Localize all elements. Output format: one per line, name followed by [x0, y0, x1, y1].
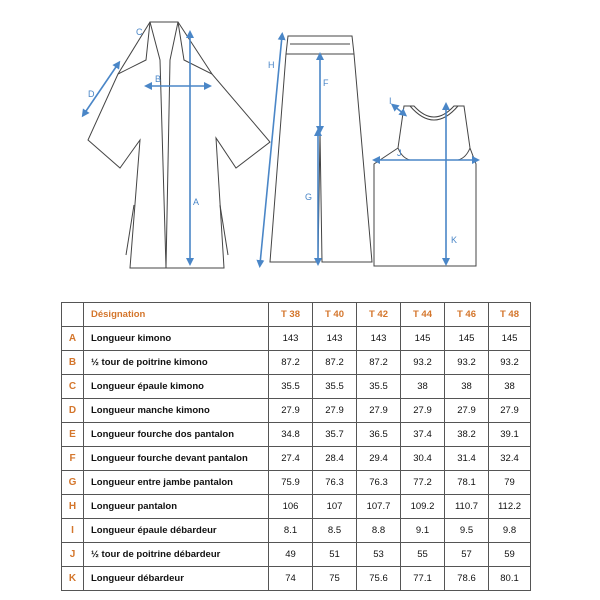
row-value: 93.2: [489, 351, 531, 375]
row-value: 51: [313, 543, 357, 567]
row-value: 75.6: [357, 567, 401, 591]
measure-letter-c: C: [136, 27, 143, 37]
row-label: ½ tour de poitrine débardeur: [84, 543, 269, 567]
row-value: 145: [401, 327, 445, 351]
row-value: 9.8: [489, 519, 531, 543]
header-size: T 42: [357, 303, 401, 327]
row-label: Longueur débardeur: [84, 567, 269, 591]
row-value: 8.1: [269, 519, 313, 543]
measure-letter-b: B: [155, 74, 162, 84]
table-row: [62, 375, 531, 399]
row-value: 57: [445, 543, 489, 567]
row-value: 38.2: [445, 423, 489, 447]
row-letter: E: [62, 423, 84, 447]
header-cell: [62, 303, 84, 327]
row-value: 49: [269, 543, 313, 567]
row-label: Longueur manche kimono: [84, 399, 269, 423]
row-value: 27.9: [489, 399, 531, 423]
measure-letter-d: D: [88, 89, 95, 99]
header-size: T 40: [313, 303, 357, 327]
row-letter: H: [62, 495, 84, 519]
row-value: 39.1: [489, 423, 531, 447]
kimono-measures: [84, 34, 208, 262]
table-row: [62, 519, 531, 543]
row-value: 79: [489, 471, 531, 495]
table-row: [62, 399, 531, 423]
row-value: 75: [313, 567, 357, 591]
row-value: 143: [269, 327, 313, 351]
row-letter: D: [62, 399, 84, 423]
measure-letter-i: I: [389, 96, 392, 106]
row-value: 112.2: [489, 495, 531, 519]
table-row: [62, 471, 531, 495]
row-label: Longueur fourche devant pantalon: [84, 447, 269, 471]
tank-top-measures: [376, 106, 476, 262]
row-value: 80.1: [489, 567, 531, 591]
table-row: [62, 351, 531, 375]
row-value: 87.2: [357, 351, 401, 375]
measure-letter-a: A: [193, 197, 200, 207]
measure-letter-f: F: [323, 78, 329, 88]
table-header-row: [62, 303, 531, 327]
garment-diagrams: [0, 0, 600, 290]
row-letter: A: [62, 327, 84, 351]
row-value: 77.2: [401, 471, 445, 495]
row-value: 30.4: [401, 447, 445, 471]
row-value: 32.4: [489, 447, 531, 471]
row-value: 78.6: [445, 567, 489, 591]
row-value: 27.4: [269, 447, 313, 471]
row-value: 75.9: [269, 471, 313, 495]
row-value: 87.2: [269, 351, 313, 375]
row-label: Longueur épaule kimono: [84, 375, 269, 399]
measure-letter-k: K: [451, 235, 458, 245]
row-value: 145: [445, 327, 489, 351]
row-letter: B: [62, 351, 84, 375]
table-row: [62, 327, 531, 351]
header-size: T 38: [269, 303, 313, 327]
row-value: 35.5: [357, 375, 401, 399]
measure-letter-j: J: [397, 148, 402, 158]
row-value: 38: [489, 375, 531, 399]
row-value: 53: [357, 543, 401, 567]
row-value: 29.4: [357, 447, 401, 471]
row-value: 143: [313, 327, 357, 351]
tank-top-drawing: [374, 106, 476, 266]
row-label: ½ tour de poitrine kimono: [84, 351, 269, 375]
header-size: T 44: [401, 303, 445, 327]
row-value: 107.7: [357, 495, 401, 519]
table-row: [62, 423, 531, 447]
row-value: 59: [489, 543, 531, 567]
row-label: Longueur kimono: [84, 327, 269, 351]
table-row: [62, 543, 531, 567]
table-row: [62, 495, 531, 519]
header-size: T 48: [489, 303, 531, 327]
row-value: 27.9: [313, 399, 357, 423]
row-value: 27.9: [357, 399, 401, 423]
row-value: 28.4: [313, 447, 357, 471]
kimono-drawing: [88, 22, 270, 268]
row-value: 55: [401, 543, 445, 567]
row-value: 9.1: [401, 519, 445, 543]
row-letter: C: [62, 375, 84, 399]
table-row: [62, 447, 531, 471]
row-label: Longueur pantalon: [84, 495, 269, 519]
row-letter: G: [62, 471, 84, 495]
row-value: 9.5: [445, 519, 489, 543]
measure-letter-h: H: [268, 60, 275, 70]
row-label: Longueur entre jambe pantalon: [84, 471, 269, 495]
row-label: Longueur fourche dos pantalon: [84, 423, 269, 447]
row-label: Longueur épaule débardeur: [84, 519, 269, 543]
row-value: 87.2: [313, 351, 357, 375]
row-value: 34.8: [269, 423, 313, 447]
row-value: 93.2: [445, 351, 489, 375]
row-letter: I: [62, 519, 84, 543]
row-value: 31.4: [445, 447, 489, 471]
measure-letter-g: G: [305, 192, 313, 202]
row-value: 109.2: [401, 495, 445, 519]
row-value: 110.7: [445, 495, 489, 519]
row-value: 35.5: [269, 375, 313, 399]
row-value: 8.8: [357, 519, 401, 543]
row-value: 107: [313, 495, 357, 519]
row-value: 77.1: [401, 567, 445, 591]
row-value: 35.7: [313, 423, 357, 447]
pants-drawing: [270, 36, 372, 262]
row-value: 36.5: [357, 423, 401, 447]
row-value: 35.5: [313, 375, 357, 399]
row-letter: J: [62, 543, 84, 567]
header-size: T 46: [445, 303, 489, 327]
row-value: 27.9: [269, 399, 313, 423]
row-value: 38: [445, 375, 489, 399]
pants-measures: [260, 36, 320, 264]
row-value: 78.1: [445, 471, 489, 495]
row-value: 27.9: [445, 399, 489, 423]
table-row: [62, 567, 531, 591]
row-value: 76.3: [313, 471, 357, 495]
row-value: 145: [489, 327, 531, 351]
row-value: 76.3: [357, 471, 401, 495]
row-letter: K: [62, 567, 84, 591]
row-value: 74: [269, 567, 313, 591]
row-letter: F: [62, 447, 84, 471]
row-value: 143: [357, 327, 401, 351]
row-value: 38: [401, 375, 445, 399]
size-table: [61, 302, 531, 591]
row-value: 8.5: [313, 519, 357, 543]
header-designation: Désignation: [84, 303, 269, 327]
row-value: 27.9: [401, 399, 445, 423]
row-value: 37.4: [401, 423, 445, 447]
row-value: 93.2: [401, 351, 445, 375]
row-value: 106: [269, 495, 313, 519]
